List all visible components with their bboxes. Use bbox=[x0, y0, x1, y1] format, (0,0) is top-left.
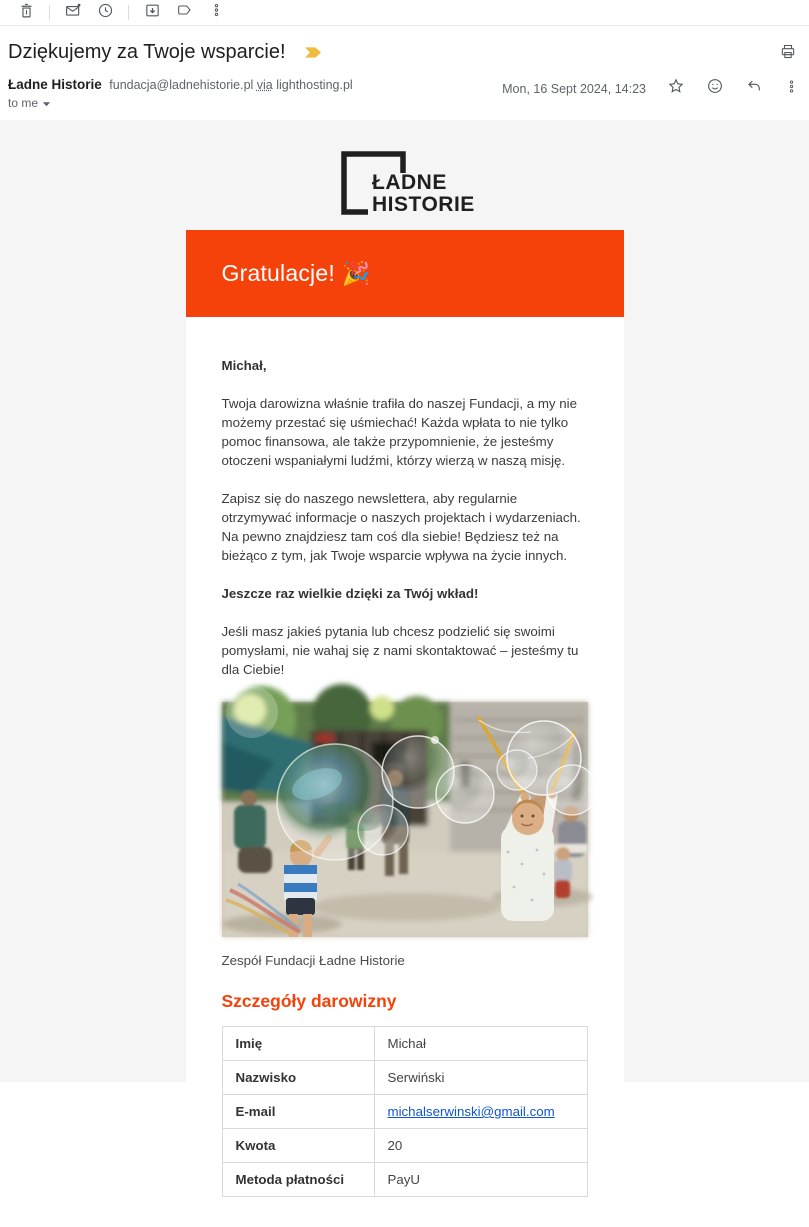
email-content-card bbox=[186, 230, 624, 1227]
table-row bbox=[222, 1061, 587, 1095]
toolbar-divider bbox=[49, 5, 50, 20]
email-date: Mon, 16 Sept 2024, 14:23 bbox=[502, 81, 646, 96]
more-vert-icon bbox=[209, 2, 224, 23]
sender-name: Ładne Historie bbox=[8, 77, 102, 92]
row-value-kwota: 20 bbox=[374, 1129, 587, 1163]
email-text-body bbox=[186, 317, 624, 1227]
reply-arrow-icon bbox=[745, 78, 763, 99]
move-to-button[interactable] bbox=[136, 1, 168, 25]
printer-icon bbox=[779, 47, 797, 64]
recipient-label: to me bbox=[8, 96, 39, 110]
row-label-nazwisko: Nazwisko bbox=[222, 1061, 374, 1095]
delete-button[interactable] bbox=[10, 1, 42, 25]
banner-title: Gratulacje! 🎉 bbox=[221, 260, 371, 286]
clock-icon bbox=[97, 2, 114, 24]
row-label-kwota: Kwota bbox=[222, 1129, 374, 1163]
table-row bbox=[222, 1163, 587, 1197]
email-toolbar bbox=[0, 0, 809, 26]
smiley-icon bbox=[706, 77, 724, 100]
paragraph-donation: Twoja darowizna właśnie trafiła do naszej Fundacji, a my nie możemy przestać się uśmiechać! Każda wpłata to nie tylko pomoc finansowa, ale także przypomnienie, że jesteśmy otoczeni wspaniałymi ludźmi, którzy wierzą w naszą misję. bbox=[221, 396, 577, 468]
email-subject: Dziękujemy za Twoje wsparcie! bbox=[8, 41, 286, 63]
labels-button[interactable] bbox=[168, 1, 200, 25]
congratulations-banner bbox=[186, 230, 624, 317]
via-domain: lighthosting.pl bbox=[276, 78, 353, 92]
envelope-unread-icon bbox=[64, 2, 82, 24]
message-header bbox=[0, 69, 809, 120]
toolbar-divider bbox=[128, 5, 129, 20]
move-to-inbox-icon bbox=[144, 2, 161, 24]
row-label-metoda: Metoda płatności bbox=[222, 1163, 374, 1197]
table-row bbox=[222, 1095, 587, 1129]
table-row bbox=[222, 1027, 587, 1061]
paragraph-thanks-bold: Jeszcze raz wielkie dzięki za Twój wkład! bbox=[221, 586, 479, 601]
paragraph-contact: Jeśli masz jakieś pytania lub chcesz podzielić się swoimi pomysłami, nie wahaj się z nami skontaktować – jesteśmy tu dla Ciebie! bbox=[221, 624, 579, 677]
signature: Zespół Fundacji Ładne Historie bbox=[221, 953, 405, 968]
subject-row bbox=[0, 26, 809, 69]
print-button[interactable] bbox=[779, 43, 797, 65]
message-more-button[interactable] bbox=[784, 78, 799, 100]
emoji-reaction-button[interactable] bbox=[706, 77, 724, 100]
row-value-nazwisko: Serwiński bbox=[374, 1061, 587, 1095]
row-value-metoda: PayU bbox=[374, 1163, 587, 1197]
star-button[interactable] bbox=[667, 77, 685, 100]
row-value-imie: Michał bbox=[374, 1027, 587, 1061]
more-vert-icon bbox=[784, 78, 799, 100]
sender-email: fundacja@ladnehistorie.pl bbox=[109, 78, 254, 92]
paragraph-newsletter: Zapisz się do naszego newslettera, aby regularnie otrzymywać informacje o naszych projektach i wydarzeniach. Na pewno znajdziesz tam coś dla siebie! Będziesz też na bieżąco z tym, jak Twoje wsparcie wpływa na życie innych. bbox=[221, 491, 581, 563]
donation-details-table bbox=[222, 1026, 588, 1197]
label-tag-icon bbox=[175, 2, 193, 23]
logo-text-line1: ŁADNE bbox=[371, 171, 447, 194]
row-label-imie: Imię bbox=[222, 1027, 374, 1061]
donation-details-heading: Szczegóły darowizny bbox=[221, 991, 397, 1011]
trash-icon bbox=[18, 2, 35, 24]
greeting: Michał, bbox=[221, 358, 267, 373]
reply-button[interactable] bbox=[745, 78, 763, 99]
donor-email-link[interactable]: michalserwinski@gmail.com bbox=[387, 1104, 555, 1119]
chevron-down-icon bbox=[42, 96, 51, 110]
via-label: via bbox=[256, 78, 273, 92]
table-row bbox=[222, 1129, 587, 1163]
star-icon bbox=[667, 77, 685, 100]
row-label-email: E-mail bbox=[222, 1095, 374, 1129]
ladne-historie-logo bbox=[339, 147, 475, 224]
email-photo bbox=[222, 702, 588, 937]
email-body-background bbox=[0, 120, 809, 1187]
mark-unread-button[interactable] bbox=[57, 1, 89, 25]
header-meta bbox=[502, 77, 799, 100]
more-actions-button[interactable] bbox=[200, 1, 232, 25]
snooze-button[interactable] bbox=[89, 1, 121, 25]
logo-text-line2: HISTORIE bbox=[371, 193, 475, 216]
importance-marker-icon[interactable] bbox=[304, 45, 323, 65]
